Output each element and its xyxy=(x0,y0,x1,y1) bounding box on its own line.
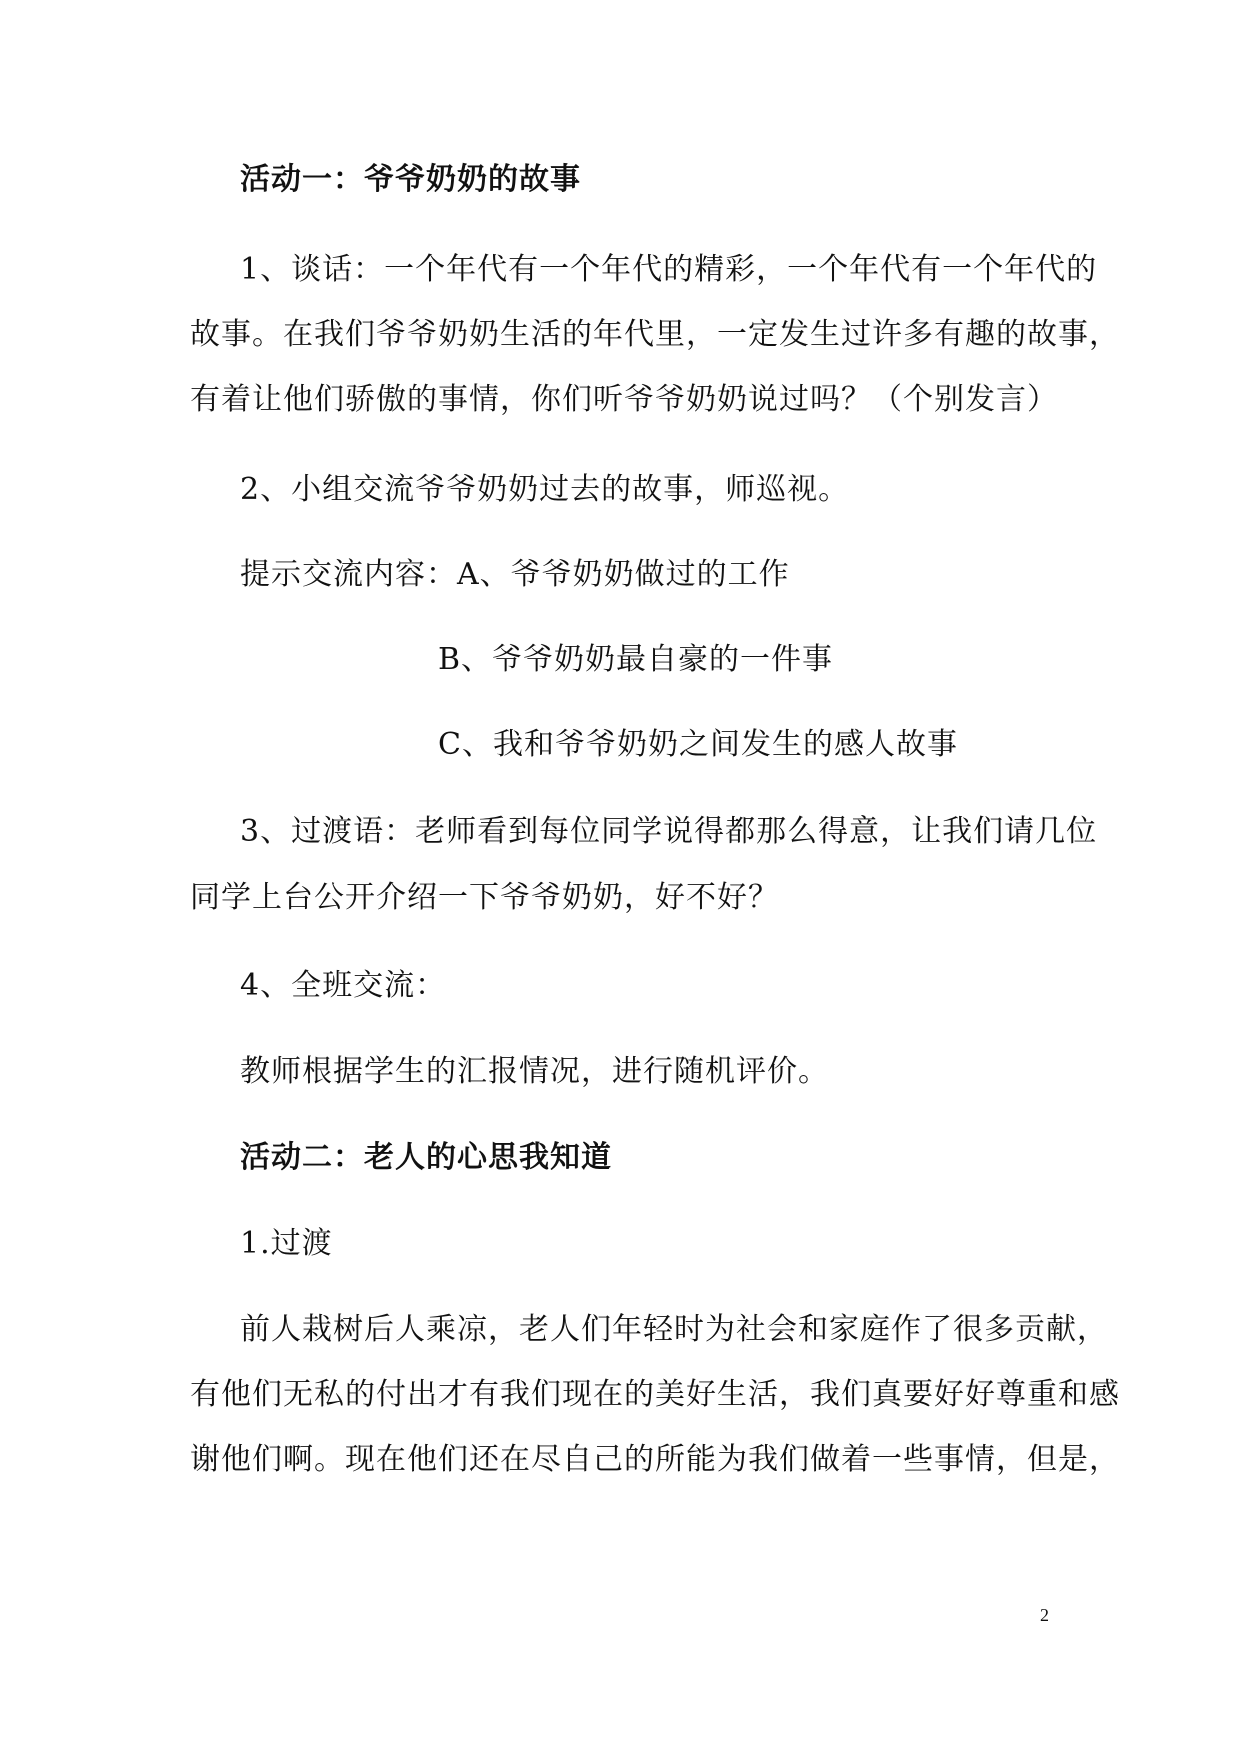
hint-line-b: B、爷爷奶奶最自豪的一件事 xyxy=(438,642,834,677)
paragraph-line: 同学上台公开介绍一下爷爷奶奶，好不好？ xyxy=(190,880,779,915)
paragraph-line: 4、全班交流： xyxy=(240,968,447,1003)
hint-line-a: 提示交流内容：A、爷爷奶奶做过的工作 xyxy=(240,557,790,592)
page-number: 2 xyxy=(1040,1605,1049,1625)
paragraph-line: 3、过渡语：老师看到每位同学说得都那么得意，让我们请几位 xyxy=(240,814,1098,849)
subheading-transition: 1.过渡 xyxy=(240,1226,333,1261)
heading-activity-one: 活动一：爷爷奶奶的故事 xyxy=(240,162,581,197)
paragraph-line: 教师根据学生的汇报情况，进行随机评价。 xyxy=(240,1054,829,1089)
paragraph-line: 前人栽树后人乘凉，老人们年轻时为社会和家庭作了很多贡献， xyxy=(240,1312,1108,1347)
paragraph-line: 有着让他们骄傲的事情，你们听爷爷奶奶说过吗？（个别发言） xyxy=(190,382,1058,417)
paragraph-line: 故事。在我们爷爷奶奶生活的年代里，一定发生过许多有趣的故事， xyxy=(190,317,1120,352)
paragraph-line: 1、谈话：一个年代有一个年代的精彩，一个年代有一个年代的 xyxy=(240,252,1098,287)
paragraph-line: 谢他们啊。现在他们还在尽自己的所能为我们做着一些事情，但是， xyxy=(190,1442,1120,1477)
paragraph-line: 2、小组交流爷爷奶奶过去的故事，师巡视。 xyxy=(240,472,850,507)
paragraph-line: 有他们无私的付出才有我们现在的美好生活，我们真要好好尊重和感 xyxy=(190,1377,1120,1412)
hint-line-c: C、我和爷爷奶奶之间发生的感人故事 xyxy=(438,727,958,762)
heading-activity-two: 活动二：老人的心思我知道 xyxy=(240,1140,612,1175)
